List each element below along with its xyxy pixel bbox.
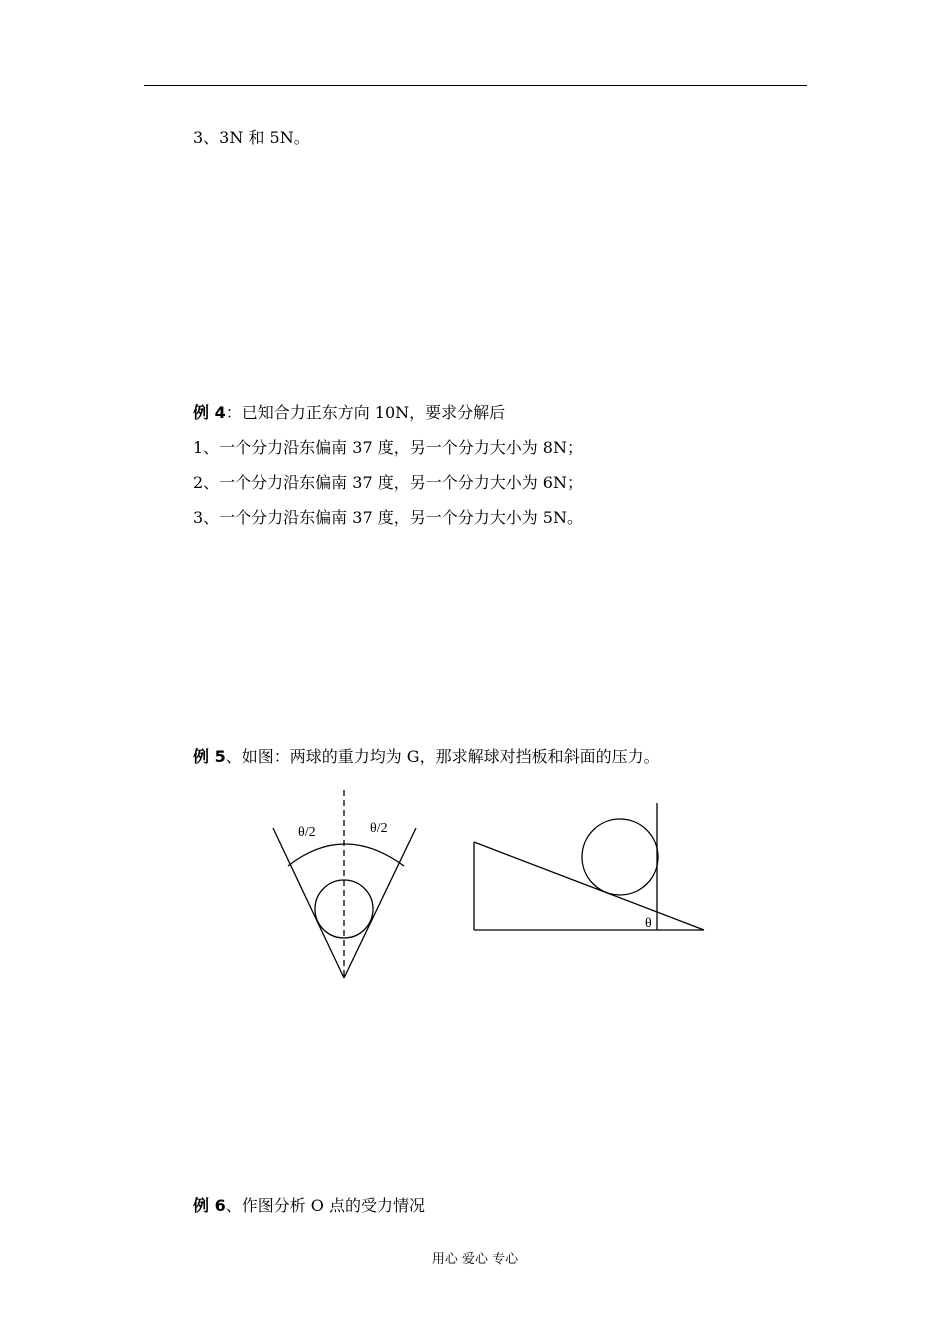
example-6-text: 、作图分析 O 点的受力情况	[225, 1196, 426, 1215]
example-5-text: 、如图：两球的重力均为 G，那求解球对挡板和斜面的压力。	[225, 747, 660, 766]
incline-slope	[474, 842, 704, 930]
example-6-label: 例 6	[193, 1196, 226, 1215]
example-6-title	[193, 1196, 425, 1216]
example-4-item-2: 2、一个分力沿东偏南 37 度，另一个分力大小为 6N；	[193, 473, 583, 492]
half-angle-left-label: θ/2	[298, 825, 316, 840]
example-4-item-1: 1、一个分力沿东偏南 37 度，另一个分力大小为 8N；	[193, 438, 583, 457]
example-4-item-3: 3、一个分力沿东偏南 37 度，另一个分力大小为 5N。	[193, 508, 583, 527]
incline-ball	[582, 819, 658, 895]
half-angle-right-label: θ/2	[370, 821, 388, 836]
v-groove-figure	[273, 790, 416, 978]
v-angle-arc	[288, 844, 404, 866]
v-right-wall	[344, 828, 416, 978]
example-4-text: ：已知合力正东方向 10N，要求分解后	[225, 403, 506, 422]
example-4-label: 例 4	[193, 403, 226, 422]
incline-angle-label: θ	[645, 916, 652, 931]
incline-figure	[474, 803, 704, 931]
example-5-label: 例 5	[193, 747, 226, 766]
v-ball	[315, 880, 373, 938]
page-footer: 用心 爱心 专心	[431, 1252, 519, 1267]
v-left-wall	[273, 828, 344, 978]
prev-item-3: 3、3N 和 5N。	[193, 128, 310, 147]
